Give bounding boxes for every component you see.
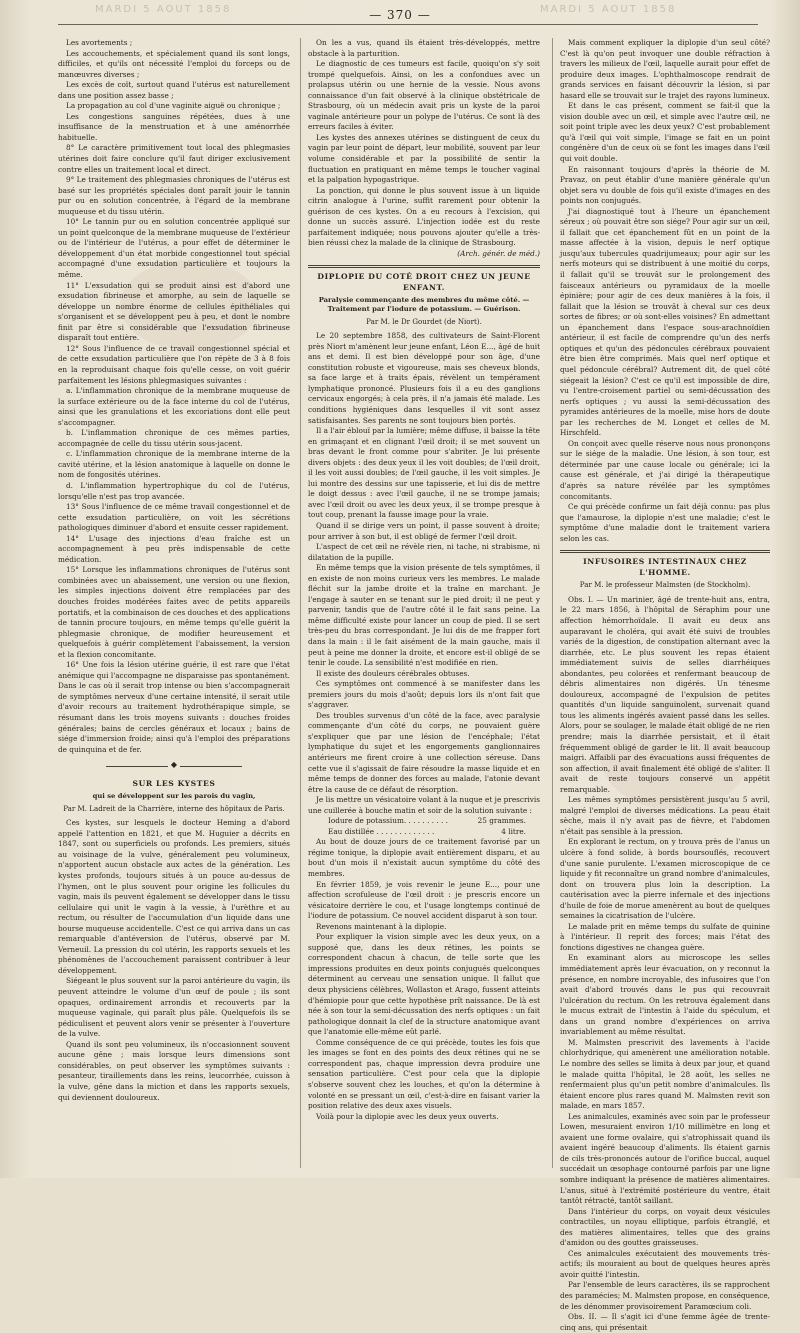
section-ornament (58, 761, 290, 773)
paragraph: En février 1859, je vois revenir le jeune E..., pour une affection scrofuleuse de l'œil droit : je prescris encore un vésicatoire derrière le cou, et l'usage longtemps continué de l'iodure de potassium. Ce nouvel accident disparut à son tour. (308, 879, 540, 921)
article-subtitle-kystes: qui se développent sur les parois du vagin, (92, 791, 256, 800)
column-2 (308, 38, 540, 1168)
article-source: (Arch. génér. de méd.) (457, 248, 540, 258)
column-1 (58, 38, 290, 1168)
paragraph: La propagation au col d'une vaginite aiguë ou chronique ; (66, 101, 281, 111)
article-author-kystes: Par M. Ladreit de la Charrière, interne des hôpitaux de Paris. (63, 803, 285, 813)
col1-body (58, 38, 290, 755)
paragraph: 8° Le caractère primitivement tout local des phlegmasies utérines doit faire conclure qu'il faut diriger exclusivement contre elles un traitement local et direct. (58, 143, 290, 174)
ingredient: Eau distillée . . . . . . . . . . . . . (328, 826, 435, 836)
page-number: — 370 — (369, 8, 431, 22)
paragraph: Obs. II. — Il s'agit ici d'une femme âgée de trente-cinq ans, qui présentait (560, 1312, 770, 1332)
paragraph: Il a l'air éblouï par la lumière; même diffuse, il baisse la tête en grimaçant et en clignant l'œil droit; il se met souvent un bras devant le front comme pour s'abriter. Je lui présente divers objets : des deux yeux il les voit doubles; de l'œil droit, il les voit aussi doubles; de l'œil gauche, il les voit simples. Je lui montre des dessins sur une tapisserie, et lui dis de mettre le doigt dessus : avec l'œil gauche, il ne se trompe jamais; avec l'œil droit ou avec les deux yeux, il se trompe presque à tout coup, prenant la fausse image pour la vraie. (308, 426, 540, 520)
article-title-kystes: SUR LES KYSTES (132, 779, 216, 789)
paragraph: Les avortements ; (66, 38, 133, 47)
paragraph: Ces animalcules exécutaient des mouvements très-actifs; ils mouraient au bout de quelques heures après avoir quitté l'intestin. (560, 1248, 770, 1279)
paragraph: a. L'inflammation chronique de la membrane muqueuse de la surface extérieure ou de la face interne du col de l'utérus, ainsi que les granulations et les excoriations dont elle peut s'accompagner. (58, 386, 290, 427)
diplopie-body-continued (308, 837, 540, 1122)
paragraph: M. Malmsten prescrivit des lavements à l'acide chlorhydrique, qui amenèrent une amélioration notable. Le nombre des selles se limita à deux par jour, et quand le malade quitta l'hôpital, le 28 août, les selles ne renfermaient plus qu'un petit nombre d'animalcules. Ils étaient encore plus rares quand M. Malmsten revit son malade, en mars 1857. (560, 1037, 770, 1111)
paragraph: 16° Une fois la lésion utérine guérie, il est rare que l'état anémique qui l'accompagne ne disparaisse pas spontanément. Dans le cas où il serait trop intense ou bien s'accompagnerait de symptômes nerveux d'une certaine intensité, il serait utile d'avoir recours au traitement hydrothérapique simple, se résumant dans les trois moyens suivants : douches froides générales; bains de cercles généraux et locaux ; bains de siége d'immersion froide; ainsi qu'à l'emploi des préparations de quinquina et de fer. (58, 660, 290, 754)
article-author-diplopie: Par M. le Dr Gourdet (de Niort). (366, 316, 482, 326)
paragraph: Les accouchements, et spécialement quand ils sont longs, difficiles, et qu'ils ont nécessité l'emploi du forceps ou de manœuvres diverses ; (58, 48, 290, 79)
paragraph: c. L'inflammation chronique de la membrane interne de la cavité utérine, et la lésion anatomique à laquelle on donne le nom de fongosités utérines. (58, 449, 290, 480)
paragraph: Pour expliquer la vision simple avec les deux yeux, on a supposé que, dans les deux rétines, les points se correspondent chacun à chacun, de telle sorte que les impressions produites en deux points conjugués quelconques déterminent au cerveau une sensation unique. Il fallut que deux physiciens célèbres, Wollaston et Arago, fussent atteints d'hémiopie pour que cette hypothèse prît naissance. De là est née à son tour la semi-décussation des nerfs optiques : un fait pathologique donnait la clef de la structure anatomique avant que l'anatomie elle-même eût parlé. (308, 932, 540, 1037)
paragraph: Quand ils sont peu volumineux, ils n'occasionnent souvent aucune gêne ; mais lorsque leurs dimensions sont considérables, on peut observer les symptômes suivants : pesanteur, tiraillements dans les reins, leucorrhée, cuisson à la vulve, gêne dans la miction et dans les rapports sexuels, qui deviennent douloureux. (58, 1039, 290, 1102)
prescription-line (308, 816, 540, 827)
bleed-through-header-right: MARDI 5 AOUT 1858 (540, 4, 677, 15)
paragraph: Ces kystes, sur lesquels le docteur Heming a d'abord appelé l'attention en 1821, et que M. Huguier a décrits en 1847, sont ou superficiels ou profonds. Les premiers, situés au voisinage de la vulve, généralement peu volumineux, n'apportent aucun obstacle aux actes de la génération. Les kystes profonds, toujours situés à un pouce au-dessus de l'hymen, ont le plus souvent pour origine les follicules du vagin, mais ils peuvent également se développer dans le tissu cellulaire qui unit le vagin à la vessie, à l'urèthre et au rectum, ou résulter de l'accumulation d'un liquide dans une bourse muqueuse accidentelle. C'est ce qui arriva dans un cas remarquable d'antéversion de l'utérus, observé par M. Verneuil. La pression du col utérin, les rapports sexuels et les phénomènes de l'accouchement paraissent contribuer à leur développement. (58, 818, 290, 975)
prescription (308, 816, 540, 837)
diplopie-body (308, 331, 540, 816)
paragraph: En même temps que la vision présente de tels symptômes, il en existe de non moins curieux vers les membres. Le malade fléchit sur la jambe droite et la traîne en marchant. Je l'engage à sauter en se tenant sur le pied droit; il ne peut y parvenir, tandis que de l'autre côté il le fait sans peine. La même difficulté existe pour lancer un coup de pied. Il se sert très-peu du bras correspondant. Je lui dis de me frapper fort dans la main : il le fait aisément de la main gauche, mais il peut à peine me donner la droite, et encore est-il obligé de se tenir le coude. La sensibilité n'est modifiée en rien. (308, 563, 540, 668)
dose: 25 grammes. (477, 816, 526, 826)
kystes-body (58, 818, 290, 1103)
paragraph: d. L'inflammation hypertrophique du col de l'utérus, lorsqu'elle n'est pas trop avancée. (58, 480, 290, 501)
paragraph: En raisonnant toujours d'après la théorie de M. Pravaz, on peut établir d'une manière générale qu'un objet sera vu double de fois qu'il existe d'images en des points non conjugués. (560, 164, 770, 206)
header-rule (58, 24, 758, 25)
paragraph: Siégeant le plus souvent sur la paroi antérieure du vagin, ils peuvent atteindre le volume d'un œuf de poule ; ils sont opaques, ordinairement arrondis et recouverts par la muqueuse vaginale, qui paraît plus pâle. Quelquefois ils se pédiculisent et peuvent alors venir se présenter à l'ouverture de la vulve. (58, 976, 290, 1039)
paragraph: En examinant alors au microscope les selles immédiatement après leur évacuation, on y reconnut la présence, en nombre incroyable, des infusoires que l'on avait d'abord trouvés dans le pus qui recouvrait l'ulcération du rectum. On les retrouva également dans le mucus extrait de l'intestin à l'aide du spéculum, et dans un grand nombre d'expériences on arriva invariablement au même résultat. (560, 953, 770, 1037)
infusoires-body (560, 595, 770, 1333)
section-rule (560, 550, 770, 553)
paragraph: On conçoit avec quelle réserve nous nous prononçons sur le siége de la maladie. Une lésion, à son tour, est déterminée par une cause locale ou générale; ici la cause est générale, et j'ai dirigé la thérapeutique d'après sa nature révélée par les symptômes concomitants. (560, 438, 770, 501)
paragraph: Et dans le cas présent, comment se fait-il que la vision double avec un œil, et simple avec l'autre œil, ne soit point triple avec les deux yeux? C'est probablement qu'à l'œil qui voit simple, l'image se fait en un point congénère d'un de ceux où se font les images dans l'œil qui voit double. (560, 101, 770, 164)
paragraph: Le 20 septembre 1858, des cultivateurs de Saint-Florent près Niort m'amènent leur jeune enfant, Léon E..., âgé de huit ans et demi. Il est bien développé pour son âge, d'une constitution robuste et vigoureuse, mais ses cheveux blonds, sa face large et à traits épais, révèlent un tempérament lymphatique prononcé. Plusieurs fois il a eu des ganglions cervicaux engorgés; à cela près, il n'a jamais été malade. Les conditions hygiéniques dans lesquelles il vit sont assez satisfaisantes. Ses parents ne sont toujours bien portés. (308, 331, 540, 425)
paragraph: Mais comment expliquer la diplopie d'un seul côté? C'est là qu'on peut invoquer une double réfraction à travers les milieux de l'œil, laquelle aurait pour effet de produire deux images. L'ophthalmoscope rendrait de grands services en faisant découvrir la lésion, si par hasard elle se trouvait sur le trajet des rayons lumineux. (560, 38, 770, 100)
paragraph: Ces symptômes ont commencé à se manifester dans les premiers jours du mois d'août; depuis lors ils n'ont fait que s'aggraver. (308, 679, 540, 710)
section-rule (308, 265, 540, 268)
paragraph: Les animalcules, examinés avec soin par le professeur Lowen, mesuraient environ 1/10 millimètre en long et avaient une forme ovalaire, qui s'atrophissait quand ils avaient ingéré beaucoup d'aliments. Ils étaient garnis de cils très-prononcés autour de l'orifice buccal, auquel succédait un œsophage contourné parfois par une ligne sombre indiquant la présence de matières alimentaires. L'anus, situé à l'extrémité postérieure du ventre, était tantôt rétracté, tantôt saillant. (560, 1111, 770, 1206)
prescription-line (308, 827, 540, 838)
column-divider (552, 38, 553, 1168)
paragraph: 10° Le tannin pur ou en solution concentrée appliqué sur un point quelconque de la membrane muqueuse de l'extérieur ou de l'intérieur de l'utérus, a pour effet de déterminer le développement d'un état morbide congestionnel tout spécial accompagné d'une exsudation particulière et toujours la même. (58, 217, 290, 280)
article-author-infusoires: Par M. le professeur Malmsten (de Stockholm). (579, 580, 751, 590)
article-title-infusoires: INFUSOIRES INTESTINAUX CHEZ L'HOMME. (583, 557, 747, 577)
paragraph: Revenons maintenant à la diplopie. (316, 921, 447, 931)
ingredient: Iodure de potassium. . . . . . . . . . (328, 816, 448, 826)
paragraph: La ponction, qui donne le plus souvent issue à un liquide citrin analogue à l'urine, suffit rarement pour obtenir la guérison de ces kystes. On a eu recours à l'excision, qui donne un succès assuré. L'injection iodée est du reste parfaitement indiquée; nous pouvons ajouter qu'elle a très-bien réussi chez la malade de la clinique de Strasbourg. (308, 185, 540, 248)
paragraph: 11° L'exsudation qui se produit ainsi est d'abord une exsudation fibrineuse et amorphe, au sein de laquelle se développe un nombre énorme de cellules épithéliales qui s'organisent et se développent peu à peu, et dont le nombre finit par être si considérable que l'exsudation fibrineuse disparaît tout entière. (58, 280, 290, 343)
bleed-through-header-left: MARDI 5 AOUT 1858 (95, 4, 232, 15)
paragraph: b. L'inflammation chronique de ces mêmes parties, accompagnée de celle du tissu utérin sous-jacent. (58, 428, 290, 448)
paragraph: 12° Sous l'influence de ce travail congestionnel spécial et de cette exsudation particulière que l'on répète de 3 à 8 fois en la reproduisant chaque fois qu'elle cesse, on voit guérir parfaitement les lésions phlegmasiques suivantes : (58, 343, 290, 385)
article-subtitle-diplopie: Paralysie commençante des membres du même côté. — Traitement par l'iodure de potassium. — Guérison. (318, 295, 530, 313)
paragraph: Les kystes des annexes utérines se distinguent de ceux du vagin par leur point de départ, leur mobilité, souvent par leur volume considérable et par la possibilité de sentir la fluctuation en pratiquant en même temps le toucher vaginal et la palpation hypogastrique. (308, 132, 540, 185)
paragraph: 15° Lorsque les inflammations chroniques de l'utérus sont combinées avec un abaissement, une version ou une flexion, les simples injections doivent être remplacées par des douches froides modérées faites avec de petits appareils portatifs, et la combinaison de ces douches et des applications de tannin procure toujours, en même temps qu'elle guérit la phlegmasie chronique, de modifier heureusement et quelquefois à guérir complètement l'abaissement, la version et la flexion concomitante. (58, 565, 290, 659)
column-3 (560, 38, 770, 1332)
paragraph: Les mêmes symptômes persistèrent jusqu'au 5 avril, malgré l'emploi de diverses médications. La peau était sèche, mais il n'y avait pas de fièvre, et l'abdomen n'était pas sensible à la pression. (560, 795, 770, 836)
paragraph: 14° L'usage des injections d'eau fraîche est un accompagnement à peu près indispensable de cette médication. (58, 533, 290, 564)
paragraph: J'ai diagnostiqué tout à l'heure un épanchement séreux ; où pouvait être son siége? Pour agir sur un œil, il fallait que cet épanchement fût en un point de la masse affectée à la vision, depuis le nerf optique jusqu'aux tubercules quadrijumeaux; pour agir sur les nerfs moteurs qui se distribuent à une moitié du corps, il fallait qu'il se trouvât sur le prolongement des faisceaux antérieurs ou pyramidaux de la moelle épinière; pour agir de ces deux manières à la fois, il fallait que la lésion se trouvât à cheval sur ces deux sortes de fibres; or où sont-elles voisines? En admettant un épanchement dans l'espace sous-arachnoïdien antérieur, il est facile de comprendre qu'un des nerfs optiques et qu'un des pédoncules cérébraux pouvaient être bien être comprimés. Mais quel nerf optique et quel pédoncule cérébral? Autrement dit, de quel côté siégeait la lésion? C'est ce qu'il est impossible de dire, vu l'entre-croisement partiel ou semi-décussation des nerfs optiques ; vu aussi la semi-décussation des pyramides antérieures de la moelle, mise hors de doute par les recherches de M. Longet et celles de M. Hirschfeld. (560, 206, 770, 438)
paragraph: Il existe des douleurs cérébrales obtuses. (316, 668, 470, 678)
paragraph: Par l'ensemble de leurs caractères, ils se rapprochent des paramécies; M. Malmsten propose, en conséquence, de les dénommer provisoirement Paramœcium coli. (560, 1280, 770, 1311)
paragraph: Des troubles survenus d'un côté de la face, avec paralysie commençante d'un côté du corps, ne pouvaient guère s'expliquer que par une lésion de l'encéphale; l'état lymphatique du sujet et les engorgements ganglionnaires antérieurs me firent croire à une collection séreuse. Dans cette vue il s'agissait de faire résoudre la masse liquide et en même temps de donner des forces au malade, l'atonie devant être la cause de ce défaut de résorption. (308, 710, 540, 794)
paragraph: 9° Le traitement des phlegmasies chroniques de l'utérus est basé sur les propriétés spéciales dont paraît jouir le tannin pur ou en solution concentrée, à l'égard de la membrane muqueuse et du tissu utérin. (58, 175, 290, 216)
column-divider (300, 38, 301, 1168)
paragraph: En explorant le rectum, on y trouva près de l'anus un ulcère à fond solide, à bords boursouflés, recouvert d'une sanie purulente. L'examen microscopique de ce liquide y fit reconnaître un grand nombre d'animalcules, dont on trouvera plus loin la description. La cautérisation avec la pierre infernale et des injections d'huile de foie de morue amenèrent au bout de quelques semaines la cicatrisation de l'ulcère. (560, 837, 770, 921)
dose: 4 litre. (501, 826, 526, 836)
paragraph: Le diagnostic de ces tumeurs est facile, quoiqu'on s'y soit trompé quelquefois. Ainsi, on les a confondues avec un prolapsus utérin ou une hernie de la vessie. Nous avons connaissance d'un fait observé à la clinique obstétricale de Strasbourg, où un médecin avait pris un kyste de la paroi vaginale antérieure pour un polype de l'utérus. Ce sont là des erreurs faciles à éviter. (308, 59, 540, 132)
paragraph: Les excès de coït, surtout quand l'utérus est naturellement dans une position assez basse ; (58, 80, 290, 100)
paragraph: On les a vus, quand ils étaient très-développés, mettre obstacle à la parturition. (308, 38, 540, 58)
paragraph: Les congestions sanguines répétées, dues à une insuffisance de la menstruation et à une aménorrhée habituelle. (58, 111, 290, 142)
paragraph: 13° Sous l'influence de ce même travail congestionnel et de cette exsudation particulière, on voit les sécrétions pathologiques diminuer d'abord et ensuite cesser rapidement. (58, 502, 290, 533)
col3-body (560, 38, 770, 544)
paragraph: Quand il se dirige vers un point, il passe souvent à droite; pour arriver à son but, il est obligé de fermer l'œil droit. (308, 520, 540, 541)
paragraph: Voilà pour la diplopie avec les deux yeux ouverts. (316, 1111, 499, 1121)
paragraph: Au bout de douze jours de ce traitement favorisé par un régime tonique, la diplopie avait entièrement disparu, et au bout d'un mois il n'existait aucun symptôme du côté des membres. (308, 837, 540, 879)
col2-body (308, 38, 540, 249)
paragraph: Ce qui précède confirme un fait déjà connu: pas plus que l'amaurose, la diplopie n'est une maladie; c'est le symptôme d'une maladie dont le traitement variera selon les cas. (560, 502, 770, 543)
paragraph: L'aspect de cet œil ne révèle rien, ni tache, ni strabisme, ni dilatation de la pupille. (308, 542, 540, 562)
paragraph: Obs. I. — Un marinier, âgé de trente-huit ans, entra, le 22 mars 1856, à l'hôpital de Séraphim pour une affection hémorrhoïdale. Il avait eu deux ans auparavant le choléra, qui avait été suivi de troubles variés de la digestion, de constipation alternant avec la diarrhée, etc. Le plus souvent les repas étaient immédiatement suivis de selles diarrhéiques abondantes, peu colorées et renfermant beaucoup de débris alimentaires non digérés. Un ténesme douloureux, accompagné de l'expulsion de petites quantités d'un liquide sanguinolent, survenait quand tous les aliments ingérés avaient passé dans les selles. Alors, pour se soulager, le malade était obligé de ne rien prendre; mais la diarrhée persistait, et il était fréquemment obligé de garder le lit. Il avait beaucoup maigri. Affaibli par des évacuations aussi fréquentes de son affection, il avait finalement été obligé de s'aliter. Il avait de reste toujours conservé un appétit remarquable. (560, 594, 770, 794)
article-title-diplopie: DIPLOPIE DU COTÉ DROIT CHEZ UN JEUNE ENFANT. (317, 272, 531, 293)
paragraph: Je lis mettre un vésicatoire volant à la nuque et je prescrivis une cuillerée à bouche matin et soir de la solution suivante : (308, 795, 540, 815)
paragraph: Comme conséquence de ce qui précède, toutes les fois que les images se font en des points des deux rétines qui ne se correspondent pas, chaque impression devra produire une sensation particulière. C'est pour cela que la diplopie s'observe souvent chez les louches, et qu'on la détermine à volonté en se pressant un œil, c'est-à-dire en faisant varier la position relative des deux axes visuels. (308, 1037, 540, 1111)
paragraph: Dans l'intérieur du corps, on voyait deux vésicules contractiles, un noyau elliptique, parfois étranglé, et des matières alimentaires, telles que des grains d'amidon ou des gouttes graisseuses. (560, 1206, 770, 1248)
paragraph: Le malade prit en même temps du sulfate de quinine à l'intérieur. Il reprit des forces; mais l'état des fonctions digestives ne changea guère. (560, 921, 770, 952)
